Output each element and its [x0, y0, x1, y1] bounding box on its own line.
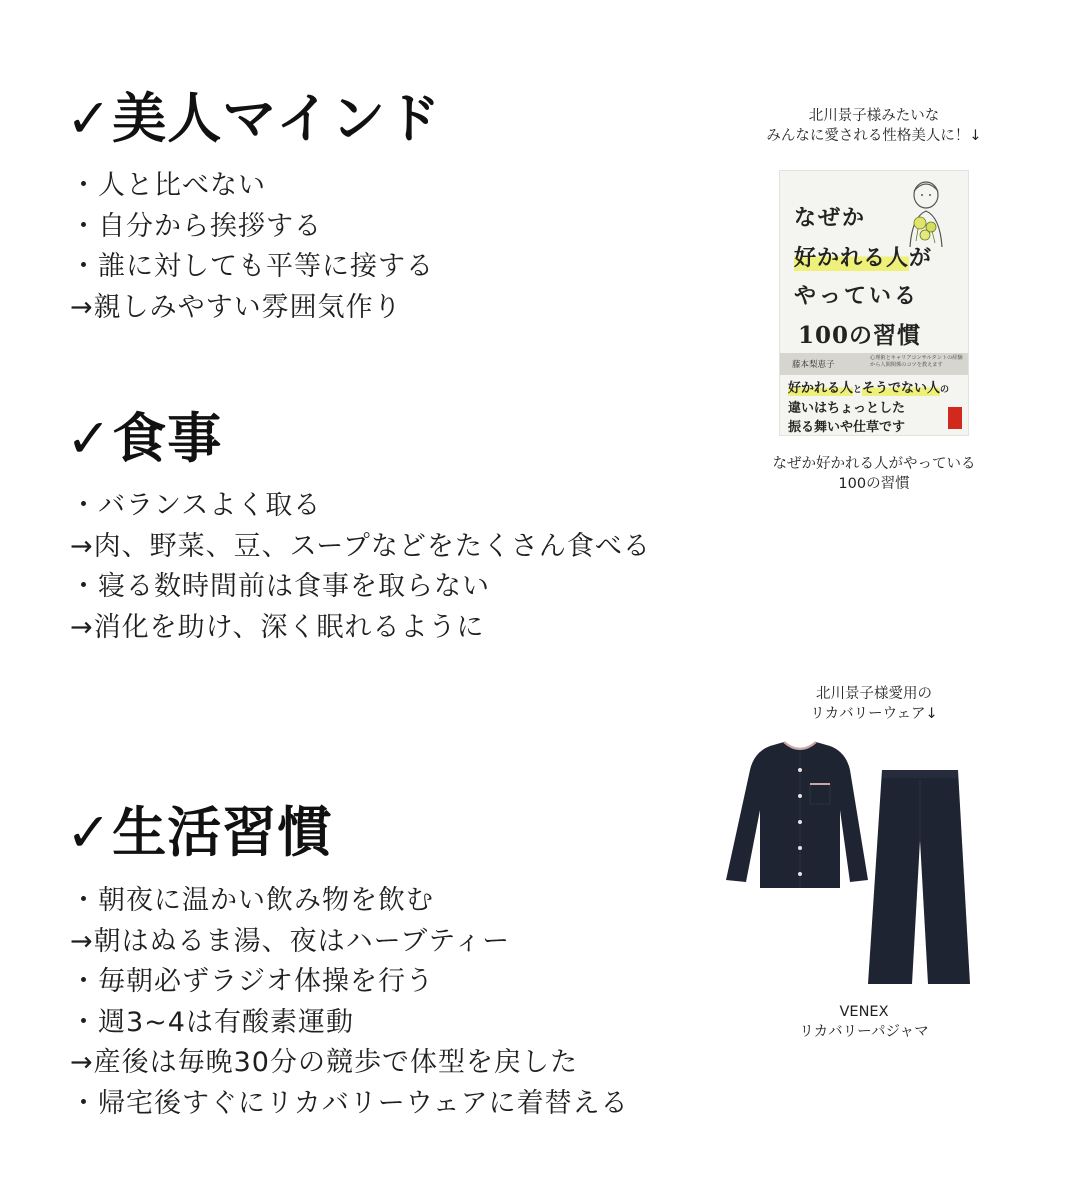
list-item: ・朝夜に温かい飲み物を飲む: [70, 885, 434, 916]
subtitle-highlight: そうでない人: [862, 381, 941, 396]
diet-list: [70, 486, 651, 648]
subtitle-highlight: 好かれる人: [788, 381, 854, 396]
caption-line: VENEX: [839, 1004, 889, 1020]
list-item: ・毎朝必ずラジオ体操を行う: [70, 966, 434, 997]
book-title-line2: [794, 241, 932, 272]
heading-lifestyle: ✓生活習慣: [66, 801, 333, 864]
list-item: →産後は毎晩30分の競歩で体型を戻した: [70, 1047, 578, 1078]
book-title-line1: なぜか: [794, 205, 867, 231]
list-item: →朝はぬるま湯、夜はハーブティー: [70, 925, 511, 957]
book-caption-bottom: [724, 454, 1024, 494]
book-cover[interactable]: [779, 170, 969, 436]
subtitle-particle: と: [853, 385, 863, 395]
list-item: ・誰に対しても平等に接する: [70, 251, 434, 282]
list-item: →消化を助け、深く眠れるように: [70, 611, 485, 643]
heading-diet: ✓食事: [66, 407, 223, 470]
heading-beauty-mind: ✓美人マインド: [66, 87, 442, 150]
list-item: ・寝る数時間前は食事を取らない: [70, 571, 490, 602]
book-author-note: 心理術とキャリアコンサルタントの経験から人間関係のコツを教えます: [870, 355, 963, 368]
publisher-logo-icon: [948, 407, 962, 429]
book-subtitle-line3: 振る舞いや仕草です: [788, 420, 906, 435]
caption-line: みんなに愛される性格美人に！↓: [766, 128, 982, 144]
list-item: ・人と比べない: [70, 170, 266, 201]
subtitle-particle: の: [940, 385, 950, 395]
pajama-caption-top: [724, 684, 1024, 724]
recovery-pajama-image[interactable]: [722, 740, 977, 990]
book-title-particle: が: [909, 245, 933, 271]
caption-line: 100の習慣: [838, 476, 910, 492]
book-caption-top: [724, 106, 1024, 146]
caption-line: リカバリーウェア↓: [810, 706, 938, 722]
caption-line: なぜか好かれる人がやっている: [772, 456, 976, 472]
list-item: ・バランスよく取る: [70, 490, 322, 521]
lifestyle-list: [70, 881, 629, 1124]
list-item: →肉、野菜、豆、スープなどをたくさん食べる: [70, 530, 651, 562]
book-title-line3: やっている: [794, 283, 920, 309]
beauty-mind-list: [70, 166, 434, 328]
book-title-highlight: 好かれる人: [794, 245, 910, 271]
book-author: 藤本梨恵子: [792, 360, 835, 370]
caption-line: 北川景子様愛用の: [816, 686, 932, 702]
caption-line: 北川景子様みたいな: [808, 108, 940, 124]
list-item: →親しみやすい雰囲気作り: [70, 291, 402, 323]
book-title-line4: 100の習慣: [798, 322, 922, 349]
list-item: ・自分から挨拶する: [70, 210, 322, 242]
caption-line: リカバリーパジャマ: [799, 1024, 929, 1040]
book-subtitle-line1: [788, 377, 949, 396]
list-item: ・週3~4は有酸素運動: [70, 1006, 354, 1038]
book-subtitle-line2: 違いはちょっとした: [788, 401, 906, 416]
list-item: ・帰宅後すぐにリカバリーウェアに着替える: [70, 1087, 629, 1119]
pajama-caption-bottom: [714, 1002, 1014, 1042]
